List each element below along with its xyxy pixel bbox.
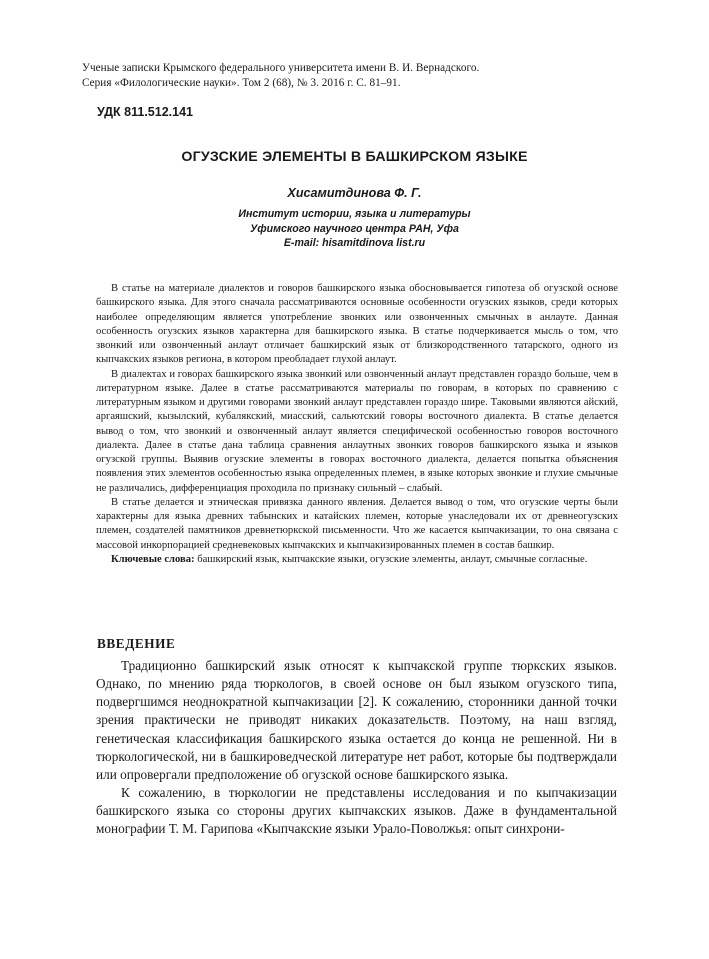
- body-paragraph: Традиционно башкирский язык относят к кыпчакской группе тюркских языков. Однако, по мнению ряда тюркологов, в своей основе он был языком огузского типа, подвергшимся неоднократной кыпчакизации [2]. К сожалению, сторонники данной точки зрения практически не приводят никаких доказательств. Поэтому, на наш взгляд, генетическая классификация башкирского языка остается до конца не решенной. Ни в тюркологической, ни в башкироведческой литературе нет работ, которые бы подтверждали или опровергали предположение об огузской основе башкирского языка.: [96, 658, 617, 782]
- keywords-list: башкирский язык, кыпчакские языки, огузские элементы, анлаут, смычные согласные.: [194, 553, 588, 565]
- abstract-paragraph: В диалектах и говорах башкирского языка звонкий или озвонченный анлаут представлен гораздо больше, чем в литературном языке. Далее в статье рассматриваются материалы по говорам, в которых по сравнению с литературным языком и другими говорами звонкий анлаут представлен гораздо шире. Таковыми являются айский, аргаяшский, кызылский, кубалякский, миасский, сальютский говоры восточного диалекта. В статье делается вывод о том, что звонкий и озвонченный анлаут является специфической особенностью говоров восточного диалекта. Далее в статье дана таблица сравнения анлаутных звонких говоров башкирского языка и языков огузской группы. Выявив огузские элементы в говорах восточного диалекта, делается попытка объяснения появления этих элементов особенностью языка определенных племен, в языке которых звонкие и глухие смычные не различались, дифференциация проходила по признаку сильный – слабый.: [96, 368, 618, 494]
- author-name: Хисамитдинова Ф. Г.: [287, 186, 422, 200]
- udk-code: УДК 811.512.141: [97, 105, 193, 119]
- journal-line-1: Ученые записки Крымского федерального университета имени В. И. Вернадского.: [82, 62, 480, 74]
- keywords-label: Ключевые слова:: [111, 553, 195, 565]
- author-email: E-mail: hisamitdinova list.ru: [283, 237, 426, 250]
- section-heading-introduction: ВВЕДЕНИЕ: [97, 636, 176, 651]
- abstract-paragraph: В статье на материале диалектов и говоров башкирского языка обосновывается гипотеза об огузской основе башкирского языка. Для этого сначала рассматриваются основные особенности огузских языков, среди которых наиболее определяющим является употребление звонких или озвонченных смычных в анлауте. Данная особенность огузских языков характерна для башкирского языка. В статье подчеркивается мысль о том, что звонкий или озвонченный анлаут отличает башкирский язык от близкородственного татарского, одного из кыпчакских языков региона, в котором преобладает глухой анлаут.: [96, 283, 618, 366]
- body-paragraph: К сожалению, в тюркологии не представлены исследования и по кыпчакизации башкирского языка со стороны других кыпчакских языков. Даже в фундаментальной монографии Т. М. Гарипова «Кыпчакские языки Урало-Поволжья: опыт синхрони-: [96, 785, 617, 837]
- affiliation-line-2: Уфимского научного центра РАН, Уфа: [250, 222, 459, 235]
- keywords: [96, 553, 618, 567]
- article-title: ОГУЗСКИЕ ЭЛЕМЕНТЫ В БАШКИРСКОМ ЯЗЫКЕ: [181, 149, 528, 165]
- author-affiliation: [0, 207, 709, 251]
- abstract-paragraph: В статье делается и этническая привязка данного явления. Делается вывод о том, что огузские черты были характерны для языка древних табынских и катайских племен, которые унаследовали их от древнеогузских племен, создателей памятников древнетюркской письменности. Что же касается кыпчакизации, то она связана с массовой инкорпорацией средневековых кыпчакских и кыпчакизированных племен в состав башкир.: [96, 496, 618, 551]
- abstract: [96, 282, 618, 567]
- journal-line-2: Серия «Филологические науки». Том 2 (68), № 3. 2016 г. С. 81–91.: [82, 77, 401, 89]
- introduction-body: [96, 657, 617, 839]
- journal-header: [82, 61, 622, 91]
- affiliation-line-1: Институт истории, языка и литературы: [238, 208, 471, 220]
